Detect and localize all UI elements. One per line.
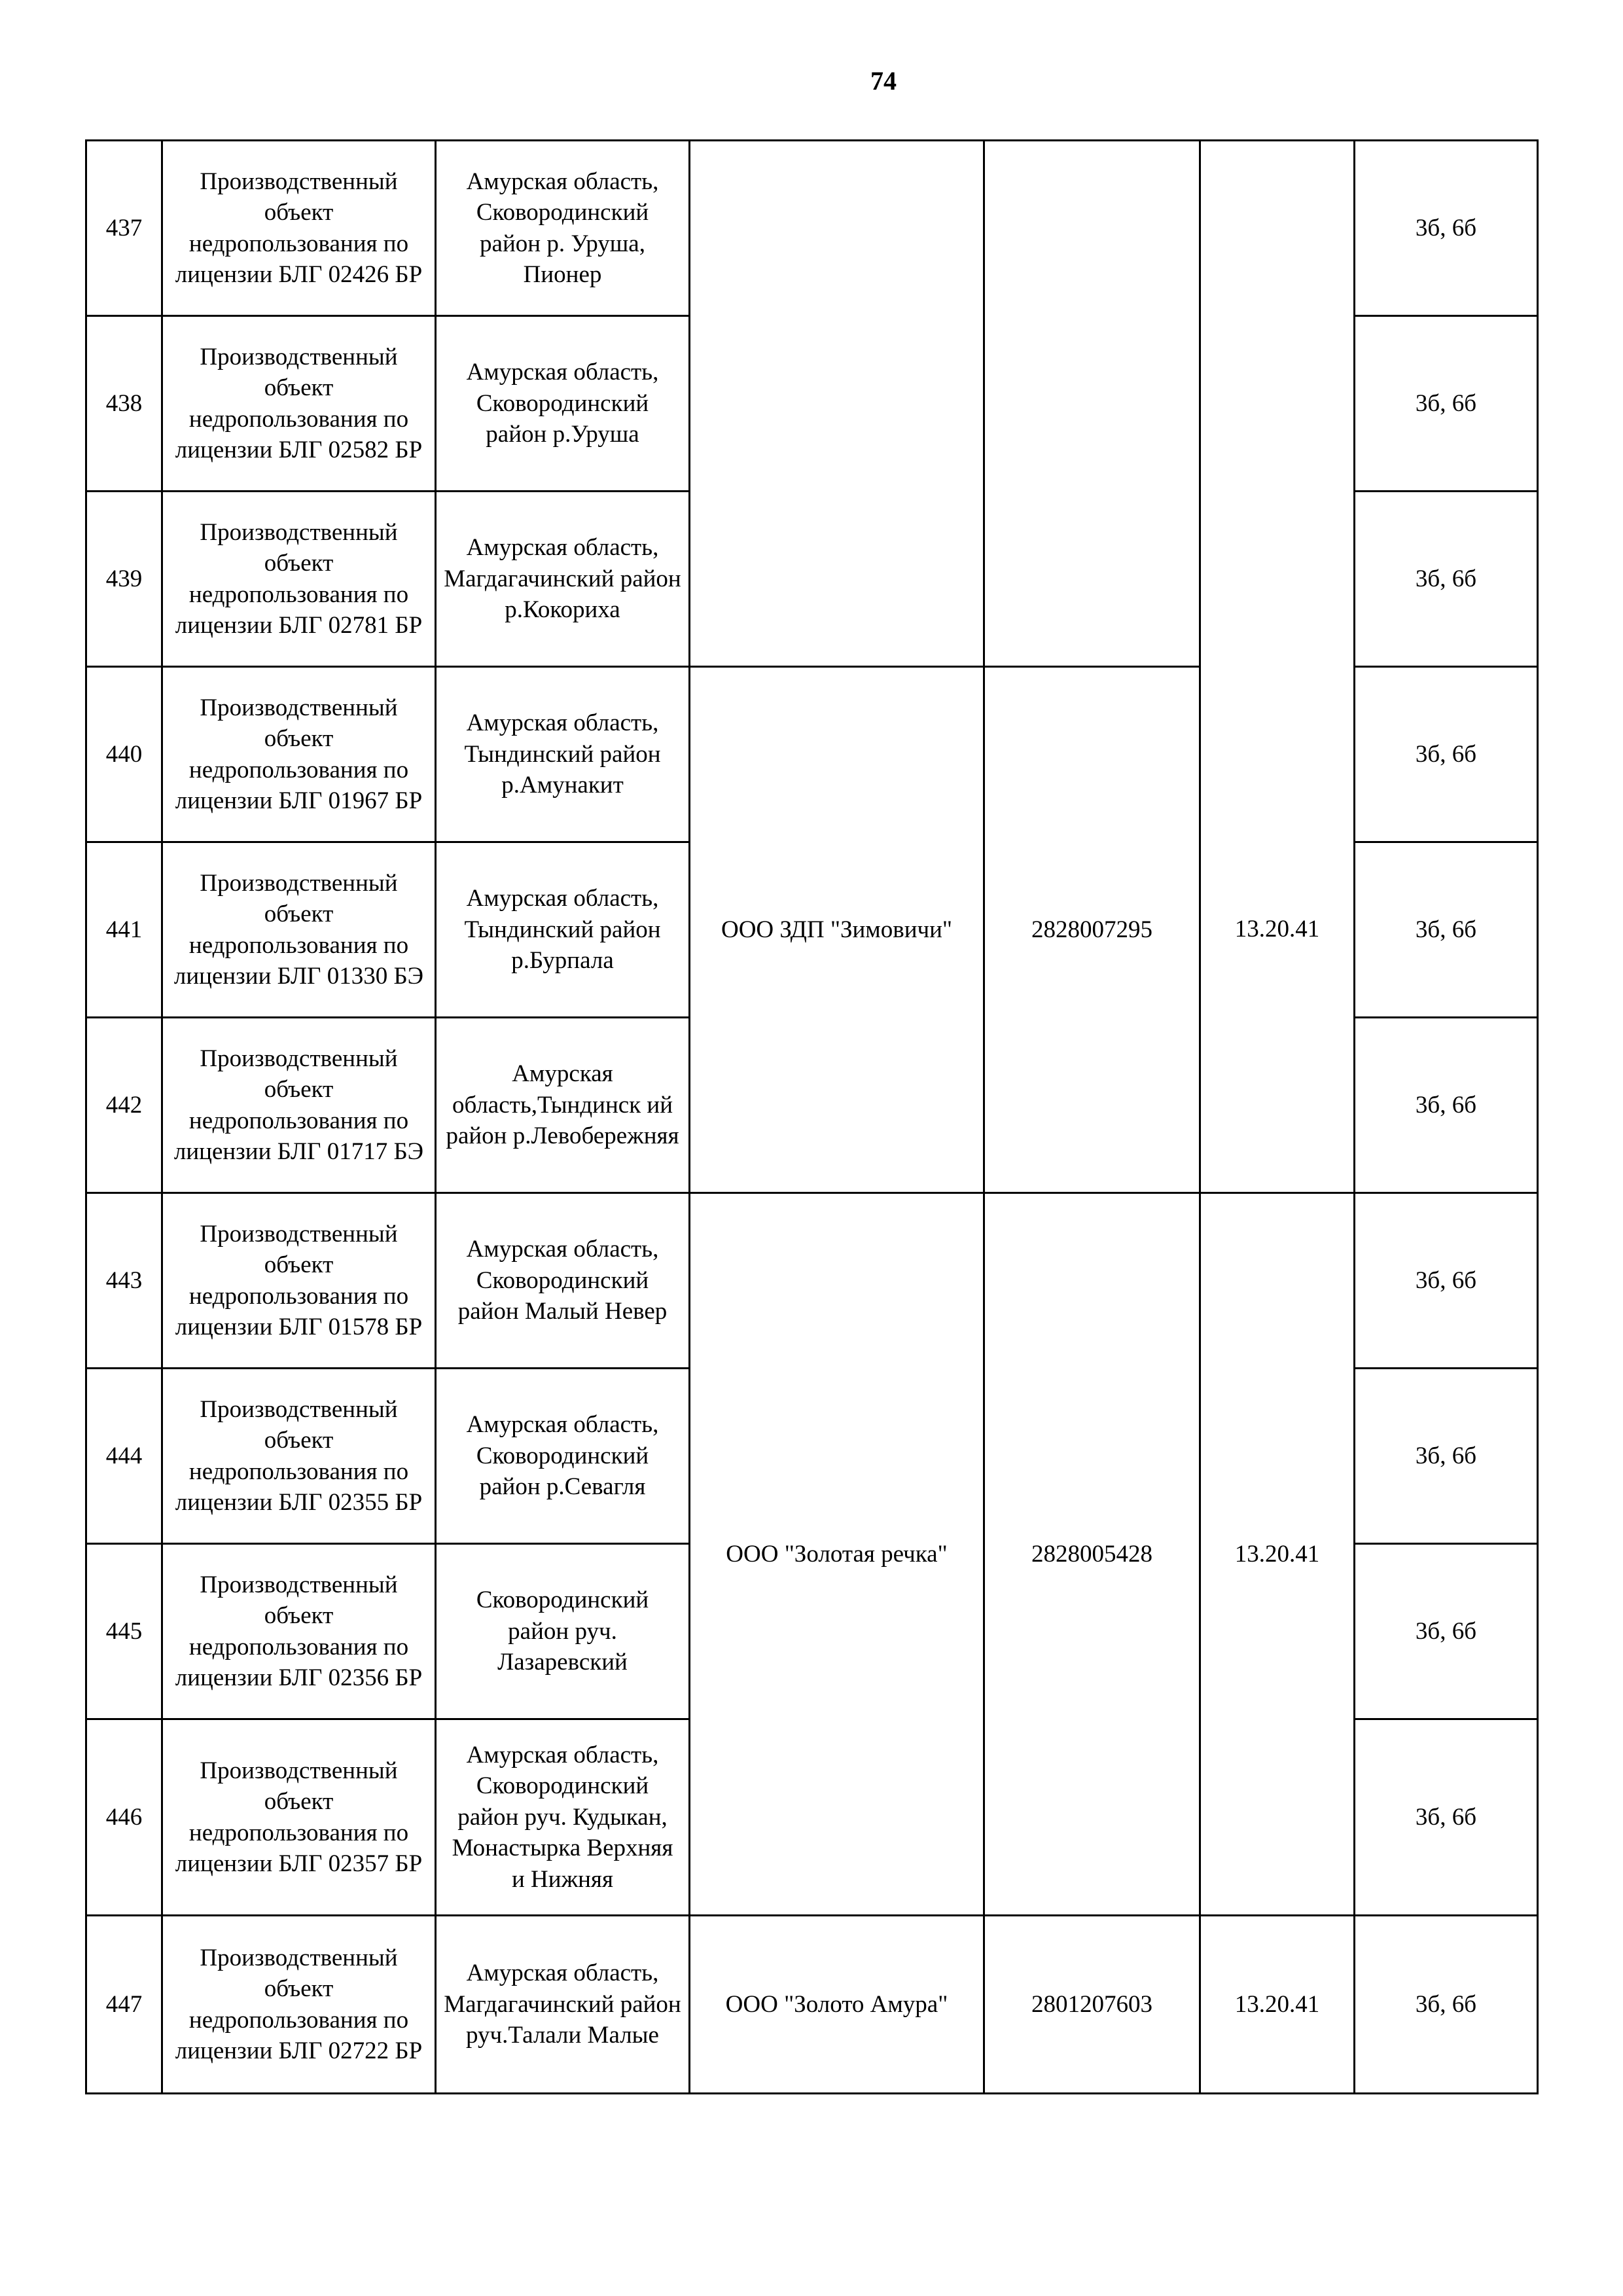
row-number: 441 (86, 842, 162, 1018)
table-row (86, 1193, 1538, 1369)
object-name: Производственный объект недропользования по лицензии БЛГ 02722 БР (162, 1916, 436, 2094)
row-number: 439 (86, 492, 162, 667)
object-name: Производственный объект недропользования по лицензии БЛГ 02426 БР (162, 141, 436, 316)
organization-name: ООО "Золотая речка" (690, 1193, 984, 1916)
table-row (86, 1916, 1538, 2094)
object-location: Амурская область, Магдагачинский район р.Кокориха (436, 492, 690, 667)
inn-value: 2828007295 (984, 667, 1200, 1193)
organization-name: ООО "Золото Амура" (690, 1916, 984, 2094)
object-location: Амурская область, Сковородинский район р.Уруша (436, 316, 690, 492)
object-location: Амурская область,Тындинск ий район р.Левобережняя (436, 1018, 690, 1193)
inn-value: 2828005428 (984, 1193, 1200, 1916)
object-location: Амурская область, Сковородинский район Малый Невер (436, 1193, 690, 1369)
table-row (86, 141, 1538, 316)
object-location: Амурская область, Сковородинский район р.Севагля (436, 1369, 690, 1544)
category-codes: 3б, 6б (1355, 1916, 1538, 2094)
category-codes: 3б, 6б (1355, 1018, 1538, 1193)
okved-code: 13.20.41 (1200, 1193, 1355, 1916)
row-number: 440 (86, 667, 162, 842)
object-location: Амурская область, Тындинский район р.Амунакит (436, 667, 690, 842)
table-row (86, 667, 1538, 842)
row-number: 445 (86, 1544, 162, 1719)
object-name: Производственный объект недропользования по лицензии БЛГ 01330 БЭ (162, 842, 436, 1018)
object-location: Сковородинский район руч. Лазаревский (436, 1544, 690, 1719)
row-number: 438 (86, 316, 162, 492)
registry-table (85, 139, 1539, 2094)
inn-value: 2801207603 (984, 1916, 1200, 2094)
object-location: Амурская область, Магдагачинский район руч.Талали Малые (436, 1916, 690, 2094)
page-number: 74 (870, 66, 897, 96)
organization-name: ООО ЗДП "Зимовичи" (690, 667, 984, 1193)
row-number: 446 (86, 1719, 162, 1916)
category-codes: 3б, 6б (1355, 141, 1538, 316)
object-name: Производственный объект недропользования по лицензии БЛГ 02357 БР (162, 1719, 436, 1916)
row-number: 447 (86, 1916, 162, 2094)
category-codes: 3б, 6б (1355, 1719, 1538, 1916)
organization-cell-empty (690, 141, 984, 667)
category-codes: 3б, 6б (1355, 492, 1538, 667)
category-codes: 3б, 6б (1355, 1544, 1538, 1719)
row-number: 444 (86, 1369, 162, 1544)
object-location: Амурская область, Сковородинский район р. Уруша, Пионер (436, 141, 690, 316)
object-name: Производственный объект недропользования по лицензии БЛГ 02582 БР (162, 316, 436, 492)
object-name: Производственный объект недропользования по лицензии БЛГ 02355 БР (162, 1369, 436, 1544)
okved-cell-empty (1200, 141, 1355, 667)
category-codes: 3б, 6б (1355, 1369, 1538, 1544)
row-number: 443 (86, 1193, 162, 1369)
row-number: 437 (86, 141, 162, 316)
row-number: 442 (86, 1018, 162, 1193)
object-location: Амурская область, Сковородинский район руч. Кудыкан, Монастырка Верхняя и Нижняя (436, 1719, 690, 1916)
okved-code: 13.20.41 (1200, 667, 1355, 1193)
category-codes: 3б, 6б (1355, 316, 1538, 492)
object-name: Производственный объект недропользования по лицензии БЛГ 01967 БР (162, 667, 436, 842)
object-name: Производственный объект недропользования по лицензии БЛГ 01578 БР (162, 1193, 436, 1369)
object-name: Производственный объект недропользования по лицензии БЛГ 02781 БР (162, 492, 436, 667)
category-codes: 3б, 6б (1355, 1193, 1538, 1369)
category-codes: 3б, 6б (1355, 667, 1538, 842)
inn-cell-empty (984, 141, 1200, 667)
object-location: Амурская область, Тындинский район р.Бурпала (436, 842, 690, 1018)
object-name: Производственный объект недропользования по лицензии БЛГ 02356 БР (162, 1544, 436, 1719)
object-name: Производственный объект недропользования по лицензии БЛГ 01717 БЭ (162, 1018, 436, 1193)
category-codes: 3б, 6б (1355, 842, 1538, 1018)
okved-code: 13.20.41 (1200, 1916, 1355, 2094)
